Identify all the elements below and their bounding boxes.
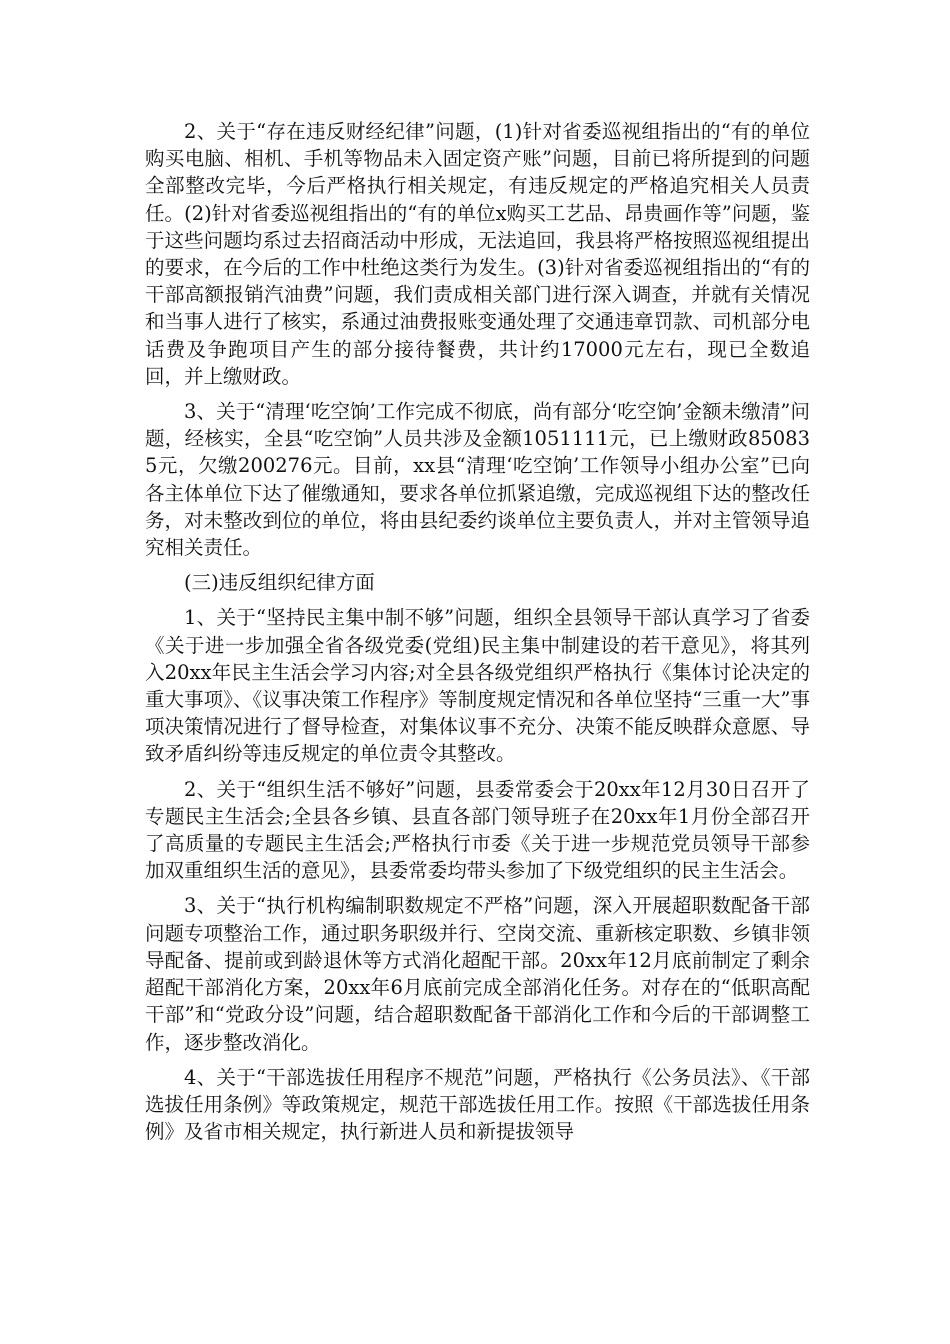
paragraph-democratic-centralism: 1、关于“坚持民主集中制不够”问题，组织全县领导干部认真学习了省委《关于进一步加强全省各级党委(党组)民主集中制建设的若干意见》，将其列入20xx年民主生活会学习内容;对全县各级党组织严格执行《集体讨论决定的重大事项》、《议事决策工作程序》等制度规定情况和各单位坚持“三重一大”事项决策情况进行了督导检查，对集体议事不充分、决策不能反映群众意愿、导致矛盾纠纷等违反规定的单位责令其整改。	[145, 606, 810, 766]
section-heading-organizational-discipline: (三)违反组织纪律方面	[184, 571, 375, 595]
paragraph-financial-discipline: 2、关于“存在违反财经纪律”问题，(1)针对省委巡视组指出的“有的单位购买电脑、相机、手机等物品未入固定资产账”问题，目前已将所提到的问题全部整改完毕，今后严格执行相关规定，有违反规定的严格追究相关人员责任。(2)针对省委巡视组指出的“有的单位x购买工艺品、昂贵画作等”问题，鉴于这些问题均系过去招商活动中形成，无法追回，我县将严格按照巡视组提出的要求，在今后的工作中杜绝这类行为发生。(3)针对省委巡视组指出的“有的干部高额报销汽油费”问题，我们责成相关部门进行深入调查，并就有关情况和当事人进行了核实，系通过油费报账变通处理了交通违章罚款、司机部分电话费及争跑项目产生的部分接待餐费，共计约17000元左右，现已全数追回，并上缴财政。	[145, 120, 810, 388]
paragraph-empty-salary-cleanup: 3、关于“清理‘吃空饷’工作完成不彻底，尚有部分‘吃空饷’金额未缴清”问题，经核实，全县“吃空饷”人员共涉及金额1051111元，已上缴财政850835元，欠缴200276元。目前，xx县“清理‘吃空饷’工作领导小组办公室”已向各主体单位下达了催缴通知，要求各单位抓紧追缴，完成巡视组下达的整改任务，对未整改到位的单位，将由县纪委约谈单位主要负责人，并对主管领导追究相关责任。	[145, 400, 810, 560]
paragraph-organizational-life: 2、关于“组织生活不够好”问题，县委常委会于20xx年12月30日召开了专题民主生活会;全县各乡镇、县直各部门领导班子在20xx年1月份全部召开了高质量的专题民主生活会;严格执行市委《关于进一步规范党员领导干部参加双重组织生活的意见》，县委常委均带头参加了下级党组织的民主生活会。	[145, 777, 810, 883]
paragraph-cadre-selection: 4、关于“干部选拔任用程序不规范”问题，严格执行《公务员法》、《干部选拔任用条例》等政策规定，规范干部选拔任用工作。按照《干部选拔任用条例》及省市相关规定，执行新进人员和新提拔领导	[145, 1065, 810, 1144]
document-body	[145, 118, 810, 1153]
paragraph-staffing-quota: 3、关于“执行机构编制职数规定不严格”问题，深入开展超职数配备干部问题专项整治工作，通过职务职级并行、空岗交流、重新核定职数、乡镇非领导配备、提前或到龄退休等方式消化超配干部。20xx年12月底前制定了剩余超配干部消化方案，20xx年6月底前完成全部消化任务。对存在的“低职高配干部”和“党政分设”问题，结合超职数配备干部消化工作和今后的干部调整工作，逐步整改消化。	[145, 894, 810, 1054]
